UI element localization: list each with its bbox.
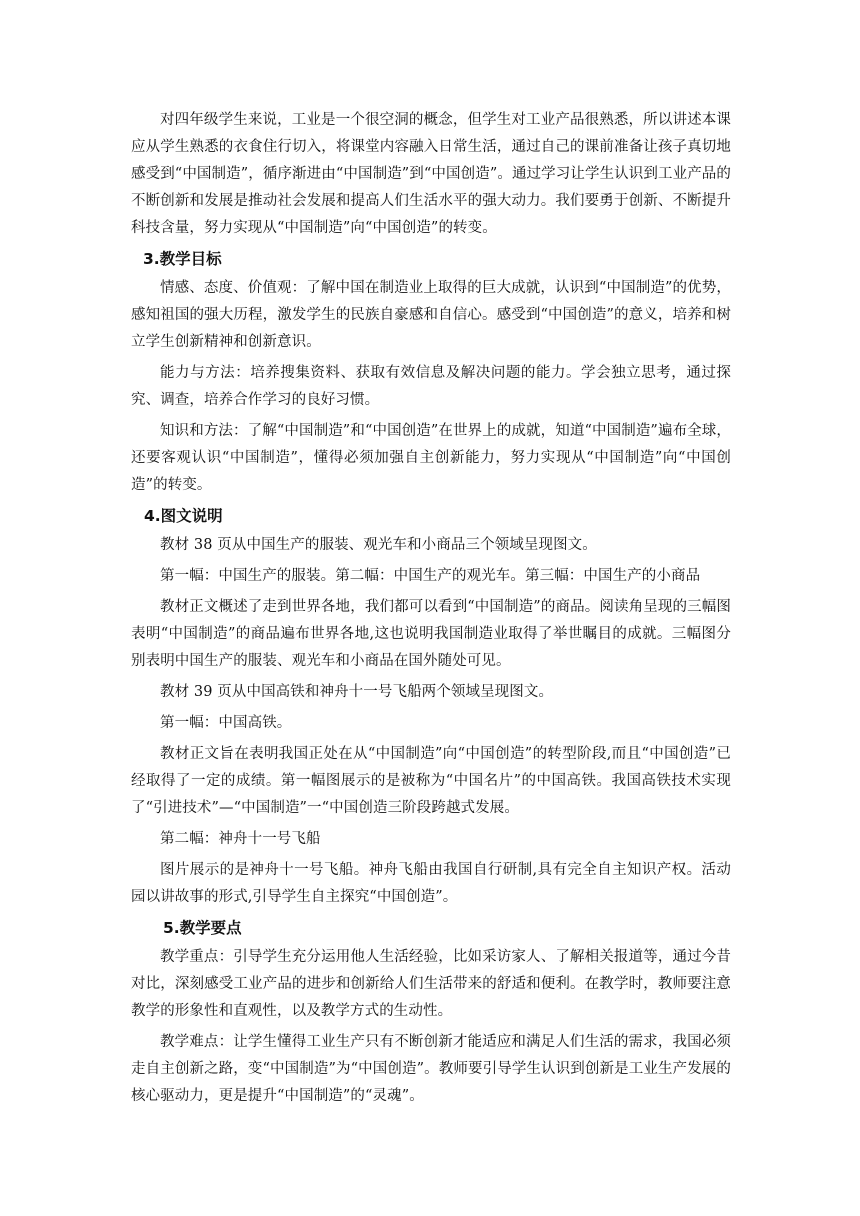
goals-paragraph-knowledge: 知识和方法：了解“中国制造”和“中国创造”在世界上的成就，知道“中国制造”遍布全球，还要客观认识“中国制造”，懂得必须加强自主创新能力，努力实现从“中国制造”向“中国创造”的转变。	[131, 423, 731, 493]
illustrations-paragraph-p38-text: 教材正文概述了走到世界各地，我们都可以看到“中国制造”的商品。阅读角呈现的三幅图表明“中国制造”的商品遍布世界各地,这也说明我国制造业取得了举世瞩目的成就。三幅图分别表明中国生产的服装、观光车和小商品在国外随处可见。	[131, 599, 731, 669]
document-page	[131, 107, 731, 1114]
keypoints-paragraph-focus: 教学重点：引导学生充分运用他人生活经验，比如采访家人、了解相关报道等，通过今昔对比，深刻感受工业产品的进步和创新给人们生活带来的舒适和便利。在教学时，教师要注意教学的形象性和直观性，以及教学方式的生动性。	[131, 949, 731, 1019]
keypoints-paragraph-difficulty: 教学难点：让学生懂得工业生产只有不断创新才能适应和满足人们生活的需求，我国必须走自主创新之路，变“中国制造”为“中国创造”。教师要引导学生认识到创新是工业生产发展的核心驱动力，更是提升“中国制造”的“灵魂”。	[131, 1034, 731, 1104]
intro-paragraph: 对四年级学生来说，工业是一个很空洞的概念，但学生对工业产品很熟悉，所以讲述本课应从学生熟悉的衣食住行切入，将课堂内容融入日常生活，通过自己的课前准备让孩子真切地感受到“中国制造”，循序渐进由“中国制造”到“中国创造”。通过学习让学生认识到工业产品的不断创新和发展是推动社会发展和提高人们生活水平的强大动力。我们要勇于创新、不断提升科技含量，努力实现从“中国制造”向“中国创造”的转变。	[131, 112, 731, 236]
illustrations-paragraph-p38: 教材 38 页从中国生产的服装、观光车和小商品三个领域呈现图文。	[160, 537, 597, 553]
illustrations-paragraph-p39-text: 教材正文旨在表明我国正处在从“中国制造”向“中国创造”的转型阶段,而且“中国创造”已经取得了一定的成绩。第一幅图展示的是被称为“中国名片”的中国高铁。我国高铁技术实现了“引进技术”—“中国制造”一“中国创造三阶段跨越式发展。	[131, 746, 731, 816]
illustrations-paragraph-p38-images: 第一幅：中国生产的服装。第二幅：中国生产的观光车。第三幅：中国生产的小商品	[160, 568, 701, 584]
illustrations-paragraph-shenzhou-text: 图片展示的是神舟十一号飞船。神舟飞船由我国自行研制,具有完全自主知识产权。活动园以讲故事的形式,引导学生自主探究“中国创造”。	[131, 862, 731, 905]
section-heading-teaching-goals: 3.教学目标	[143, 250, 222, 268]
section-heading-key-points: 5.教学要点	[163, 919, 242, 937]
goals-paragraph-values: 情感、态度、价值观：了解中国在制造业上取得的巨大成就，认识到“中国制造”的优势， 感知祖国的强大历程，激发学生的民族自豪感和自信心。感受到“中国创造”的意义，培养和树立学生创新精神和创新意识。	[131, 280, 731, 350]
illustrations-paragraph-shenzhou: 第二幅：神舟十一号飞船	[160, 831, 321, 847]
illustrations-paragraph-p39: 教材 39 页从中国高铁和神舟十一号飞船两个领域呈现图文。	[160, 684, 554, 700]
illustrations-paragraph-high-speed-rail: 第一幅：中国高铁。	[160, 715, 292, 731]
goals-paragraph-ability: 能力与方法：培养搜集资料、获取有效信息及解决问题的能力。学会独立思考，通过探究、调查，培养合作学习的良好习惯。	[131, 365, 731, 408]
section-heading-illustrations: 4.图文说明	[144, 507, 223, 525]
